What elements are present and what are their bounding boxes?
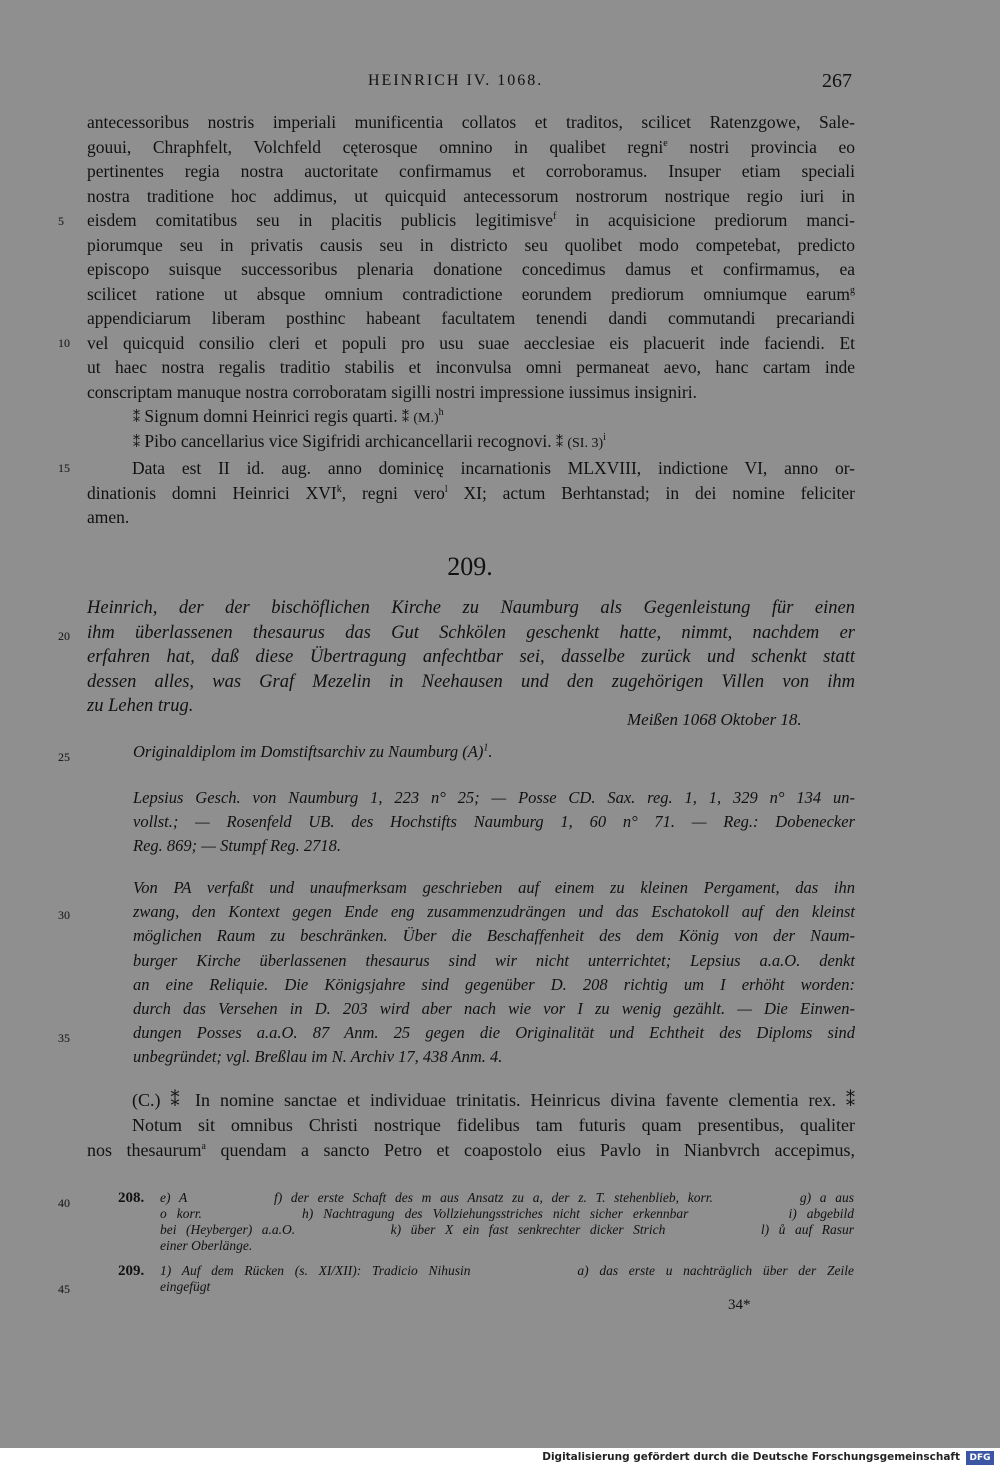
footnotes-208: e) A f) der erste Schaft des m aus Ansatz zu a, der z. T. stehenblieb, korr. g) a aus o korr. h) Nachtragung des Vollziehungsstriches nicht sicher erkennbar i) abgebild bei (Heyberger) a.a.O. k) über X ein fast senkrechter dicker Strich l) ů auf Rasur einer Oberlänge. — [160, 1190, 854, 1253]
commentary: Von PA verfaßt und unaufmerksam geschrieben auf einem zu kleinen Pergament, das ihn zwang, den Kontext gegen Ende eng zusammenzudrängen und das Eschatokoll auf den kleinst möglichen Raum zu beschränken. Über die Beschaffenheit des dem König von der Naum- burger Kirche überlassenen thesaurus sind wir nicht unterrichtet; Lepsius a.a.O. denkt an eine Reliquie. Die Königsjahre sind gegenüber D. 208 richtig um I erhöht worden: durch das Versehen in D. 203 wird aber nach wie vor I zu wenig gezählt. — Die Einwen- dungen Posses a.a.O. 87 Anm. 25 gegen die Originalität und Echtheit des Diploms sind unbegründet; vgl. Breßlau im N. Archiv 17, 438 Anm. 4. — [133, 878, 855, 1067]
running-head: HEINRICH IV. 1068. — [368, 72, 544, 89]
text-line: episcopo suisque successoribus plenaria donatione concedimus damus et confirmamus, ea — [87, 259, 855, 279]
text-line: vel quicquid consilio cleri et populi pro usu suae aecclesiae eis placuerit inde faciendi. Et — [87, 332, 855, 353]
diploma-208-text — [87, 110, 855, 404]
signature-mark: 34* — [728, 1297, 751, 1313]
chrismon-icon: ⁑ — [133, 411, 140, 426]
place-date: Meißen 1068 Oktober 18. — [627, 710, 802, 729]
line-number: 20 — [58, 629, 70, 643]
line-number: 15 — [58, 461, 70, 475]
text-line: antecessoribus nostris imperiali munificentia collatos et traditos, scilicet Ratenzgowe, Sale- — [87, 112, 855, 132]
text-line: ut haec nostra regalis traditio stabilis et inconvulsa omni permaneat aevo, hanc cartam inde — [87, 357, 855, 377]
footer-credit: Digitalisierung gefördert durch die Deutsche Forschungsgemeinschaft — [542, 1451, 960, 1463]
dating-clause: Data est II id. aug. anno dominicę incarnationis MLXVIII, indictione VI, anno or- dinationis domni Heinrici XVI$^k$, regni vero$^l$ XI; actum Berhtanstad; in dei nomine feliciter amen. — [87, 458, 855, 527]
regest: Heinrich, der der bischöflichen Kirche zu Naumburg als Gegenleistung für einen ihm überlassenen thesaurus das Gut Schkölen geschenkt hatte, nimmt, nachdem er erfahren hat, daß diese Übertragung anfechtbar sei, dasselbe zurück und schenkt statt dessen alles, was Graf Mezelin in Neehausen und den zugehörigen Villen von ihm zu Lehen trug. — [87, 598, 855, 716]
original-source: Originaldiplom im Domstiftsarchiv zu Naumburg $(A)^1$. — [133, 742, 493, 761]
footnotes-209: 1) Auf dem Rücken (s. XI/XII): Tradicio Nihusin a) das erste u nachträglich über der Zeile eingefügt — [160, 1263, 854, 1294]
literature: Lepsius Gesch. von Naumburg 1, 223 n° 25; — Posse CD. Sax. reg. 1, 1, 329 n° 134 un- vollst.; — Rosenfeld UB. des Hochstifts Naumburg 1, 60 n° 71. — Reg.: Dobenecker Reg. 869; — Stumpf Reg. 2718. — [133, 788, 855, 855]
diploma-209-text: (C.) ⁑ In nomine sanctae et individuae trinitatis. Heinricus divina favente clementia rex. ⁑ Notum sit omnibus Christi nostrique fidelibus tam futuris quam presentibus, qualiter nos thesaurum$^a$ quendam a sancto Petro et coapostolo eius Pavlo in Nianbvrch accepimus, — [87, 1090, 856, 1160]
recognition-line: ⁑ Pibo cancellarius vice Sigifridi archicancellarii recognovi. ⁑ (SI. 3)$^i$ — [133, 431, 606, 451]
text-line: scilicet ratione ut absque omnium contradictione eorundem prediorum omniumque earum$^g$ — [87, 283, 855, 304]
monogram-cross-icon: ⁑ — [401, 411, 409, 426]
line-number: 45 — [58, 1282, 70, 1296]
line-number: 10 — [58, 336, 70, 350]
text-line: eisdem comitatibus seu in placitis publicis legitimisve$^f$ in acquisicione prediorum manci- — [87, 210, 856, 230]
line-number: 30 — [58, 908, 70, 922]
text-line: pertinentes regia nostra auctoritate confirmamus et corroboramus. Insuper etiam speciali — [87, 161, 855, 181]
text-line: appendiciarum liberam posthinc habeant facultatem tenendi dandi commutandi precariandi — [87, 308, 855, 328]
text-line: nostra traditione hoc addimus, ut quicquid antecessorum nostrorum nostrique regio iuri in — [87, 185, 855, 206]
document-number: 209. — [447, 552, 493, 581]
text-line: piorumque seu in privatis causis seu in districto seu quolibet modo competebat, predicto — [87, 234, 855, 255]
line-number: 25 — [58, 750, 70, 764]
line-number: 5 — [58, 214, 64, 228]
footnote-label-209: 209. — [118, 1263, 145, 1279]
line-number: 40 — [58, 1196, 70, 1210]
text-line: conscriptam manuque nostra corroboratam sigilli nostri impressione iussimus insigniri. — [87, 381, 697, 402]
text-line: gouui, Chraphfelt, Volchfeld cęterosque omnino in qualibet regni$^e$ nostri provincia eo — [87, 136, 855, 157]
chrismon-icon: ⁑ — [133, 436, 140, 451]
page-number: 267 — [822, 70, 852, 92]
signum-line: ⁑ Signum domni Heinrici regis quarti. ⁑ $(M.)^h$ — [133, 406, 444, 426]
line-number: 35 — [58, 1031, 70, 1045]
monogram-cross-icon: ⁑ — [555, 436, 563, 451]
footnote-label-208: 208. — [118, 1190, 145, 1206]
dfg-logo: DFG — [966, 1451, 994, 1465]
